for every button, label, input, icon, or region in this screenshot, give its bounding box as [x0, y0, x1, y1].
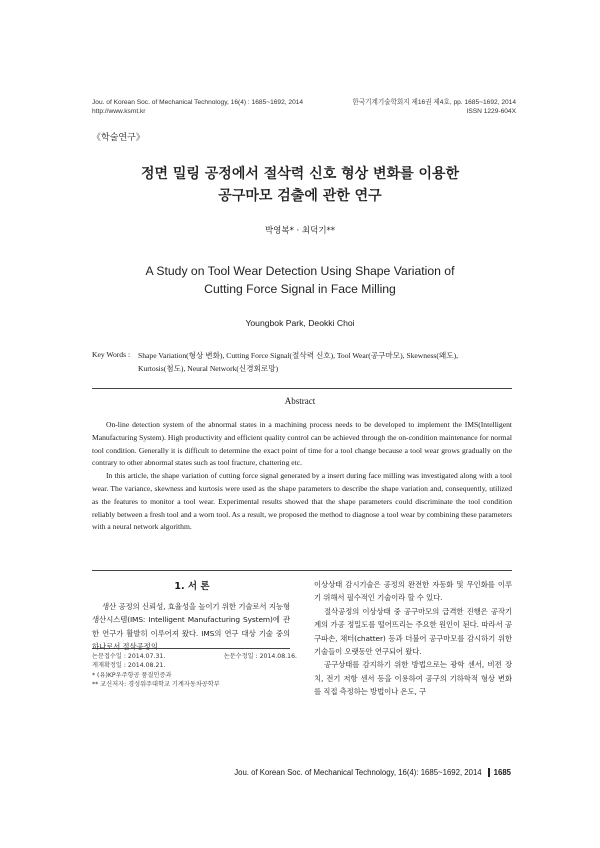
body-left-column: [92, 600, 290, 654]
authors-english: Youngbok Park, Deokki Choi: [245, 318, 355, 328]
footnotes: [92, 652, 297, 690]
title-english-line1: A Study on Tool Wear Detection Using Shape Variation of: [145, 264, 455, 278]
revised-date: 논문수정일 : 2014.08.16.: [223, 653, 297, 660]
issn: ISSN 1229-604X: [466, 108, 516, 115]
title-english-line2: Cutting Force Signal in Face Milling: [204, 282, 396, 296]
title-korean: [0, 163, 600, 207]
intro-paragraph-right-1: 이상상태 감시기술은 공정의 완전한 자동화 및 무인화를 이루기 위해서 필수적인 기술이라 할 수 있다.: [314, 580, 512, 603]
journal-citation-line: Jou. of Korean Soc. of Mechanical Technology, 16(4) : 1685~1692, 2014: [92, 99, 304, 106]
intro-paragraph-right-3: 공구상태를 감지하기 위한 방법으로는 광학 센서, 비젼 장치, 전기 저항 센서 등을 이용하여 공구의 기하학적 형상 변화를 직접 측정하는 방법이나 온도, 구: [314, 660, 512, 697]
keywords-line1: Shape Variation(형상 변화), Cutting Force Signal(절삭력 신호), Tool Wear(공구마모), Skewness(왜도),: [138, 351, 458, 360]
intro-paragraph-right-2: 절삭공정의 이상상태 중 공구마모의 급격한 진행은 공작기계의 가공 정밀도를 떨어뜨리는 주요한 원인이 된다. 따라서 공구파손, 채터(chatter) 등과 더불어 공구마모를 감시하기 위한 기술들이 오랫동안 연구되어 왔다.: [314, 606, 512, 657]
footer-separator: [488, 768, 490, 777]
abstract-bottom-rule: [92, 570, 512, 571]
keywords-line2: Kurtosis(첨도), Neural Network(신경회로망): [138, 363, 279, 373]
affiliation-note-2: ** 교신저자: 경성워주대학교 기계자동차공학부: [92, 681, 220, 689]
footnote-rule: [92, 648, 290, 649]
intro-paragraph-left: 생산 공정의 신뢰성, 효율성을 높이기 위한 기술로서 지능형 생산시스템(IMS: Intelligent Manufacturing System)에 관한 연구가 활발히 이루어져 왔다. IMS의 연구 대상 기술 중의 하나로서 절삭공정의: [92, 602, 290, 652]
page-footer: [234, 768, 511, 777]
keywords-label: Key Words :: [92, 350, 131, 359]
page-number: 1685: [493, 768, 511, 777]
abstract-paragraph-1: On-line detection system of the abnormal states in a machining process needs to be developed to implement the IMS(Intelligent Manufacturing System). High productivity and efficient quality control can be achieved through the on-condition maintenance for normal tool condition. Generally it is difficult to determine the exact point of time for a tool change because a tool wear grows gradually on the contrary to other abnormal states such as tool fracture, chattering etc.: [92, 420, 512, 468]
title-korean-line2: 공구마모 검출에 관한 연구: [218, 188, 382, 204]
affiliation-note-1: * (유)KP우주항공 품질인증과: [92, 671, 172, 679]
accepted-date: 게재확정일 : 2014.08.21.: [92, 662, 166, 670]
footer-citation: Jou. of Korean Soc. of Mechanical Technology, 16(4): 1685~1692, 2014: [234, 768, 482, 777]
keywords-list: [138, 350, 518, 376]
journal-url[interactable]: http://www.ksmt.kr: [92, 108, 146, 115]
title-korean-line1: 정면 밀링 공정에서 절삭력 신호 형상 변화를 이용한: [140, 166, 460, 182]
abstract-top-rule: [92, 388, 512, 389]
body-right-column: [314, 578, 512, 699]
journal-citation-korean: 한국기계기술학회지 제16권 제4호, pp. 1685~1692, 2014: [352, 99, 516, 106]
journal-citation-right: [352, 98, 516, 116]
abstract-heading: Abstract: [284, 396, 316, 406]
received-date: 논문접수일 : 2014.07.31.: [92, 653, 166, 660]
abstract-paragraph-2: In this article, the shape variation of cutting force signal generated by a insert during face milling was investigated along with a tool wear. The variance, skewness and kurtosis were used as the shape parameters to describe the shape variation and, consequently, utilized as the features to monitor a tool wear. Experimental results showed that the shape parameters could discriminate the tool condition reliably between a fresh tool and a worn tool. As a result, we proposed the method to diagnose a tool wear by combining these parameters with a neural network algorithm.: [92, 471, 512, 532]
authors-korean: 박영복* · 최덕기**: [264, 226, 336, 236]
footnote-dates: [92, 652, 297, 661]
article-category: 《학술연구》: [92, 133, 145, 143]
title-english: [0, 262, 600, 298]
abstract-body: [92, 419, 512, 534]
section-heading-introduction: 1. 서 론: [174, 581, 210, 592]
journal-citation-left: [92, 98, 303, 116]
